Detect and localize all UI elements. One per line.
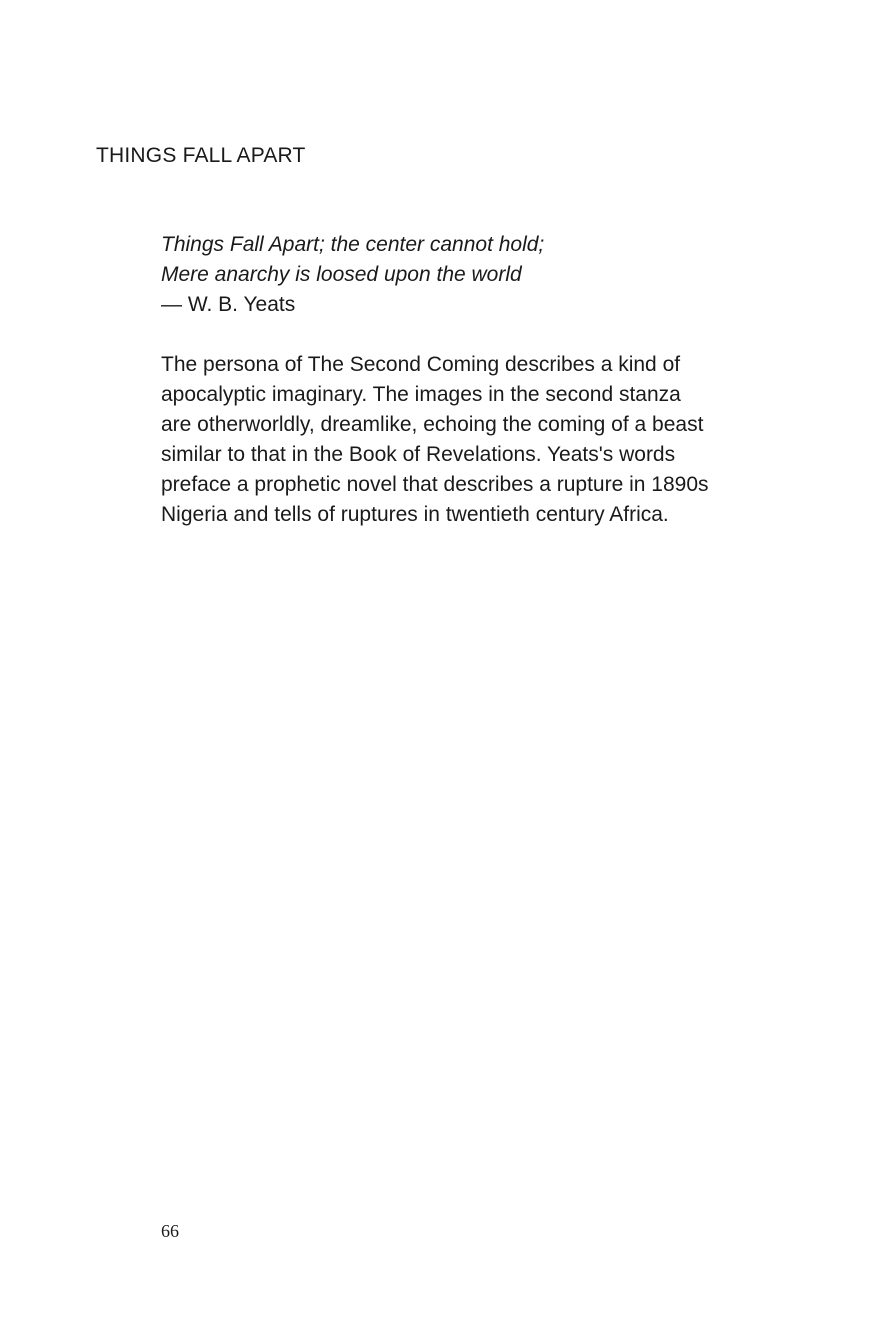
epigraph-verse-line: Mere anarchy is loosed upon the world — [161, 263, 522, 286]
body-line: similar to that in the Book of Revelations. Yeats's words — [161, 443, 676, 466]
body-line: apocalyptic imaginary. The images in the second stanza — [161, 383, 681, 406]
body-line: The persona of The Second Coming describes a kind of — [161, 353, 681, 376]
body-line: preface a prophetic novel that describes a rupture in 1890s — [161, 473, 709, 496]
body-line: are otherworldly, dreamlike, echoing the coming of a beast — [161, 413, 704, 436]
page-number: 66 — [161, 1221, 179, 1241]
running-head: THINGS FALL APART — [96, 144, 306, 167]
epigraph-attribution: — W. B. Yeats — [161, 293, 296, 316]
epigraph-verse-line: Things Fall Apart; the center cannot hold; — [161, 233, 545, 256]
body-line: Nigeria and tells of ruptures in twentieth century Africa. — [161, 503, 669, 526]
epigraph — [161, 230, 781, 320]
body-paragraph — [161, 350, 781, 530]
